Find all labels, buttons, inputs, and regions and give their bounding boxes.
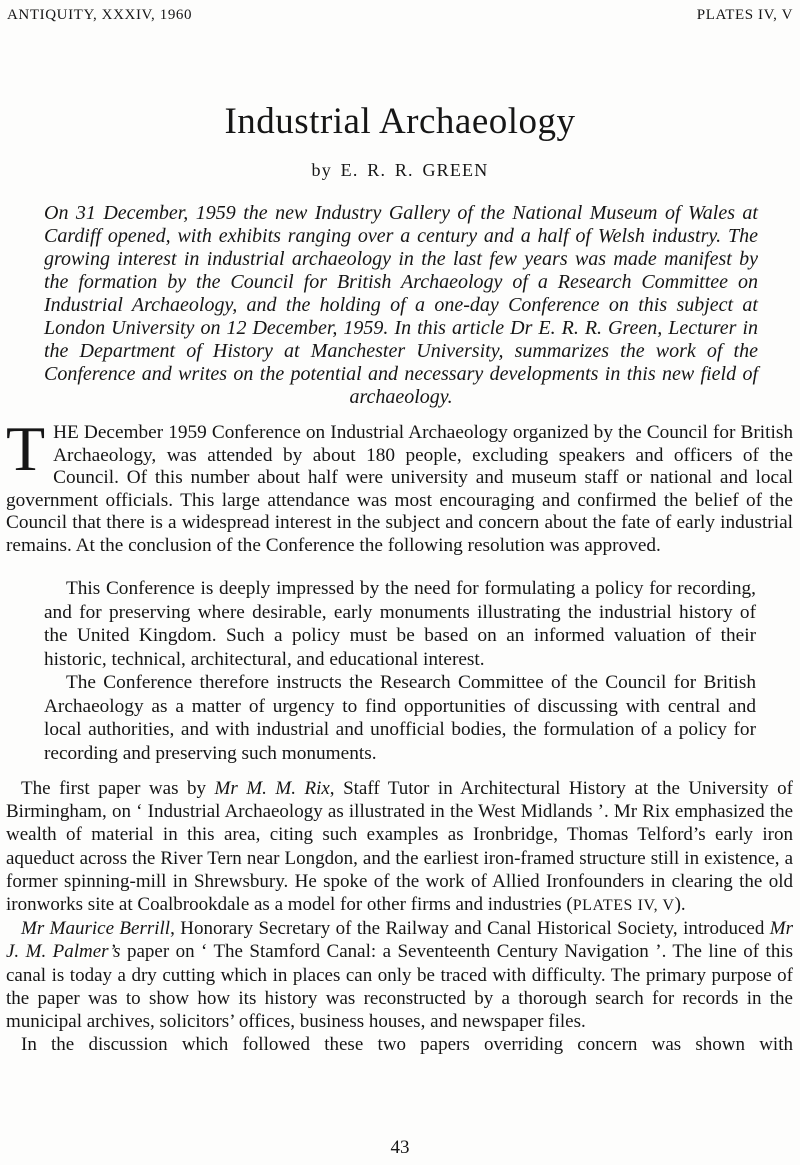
page-number: 43 bbox=[390, 1137, 410, 1158]
journal-citation: ANTIQUITY, XXXIV, 1960 bbox=[7, 7, 193, 23]
drop-cap: T bbox=[6, 413, 46, 484]
resolution-paragraph-2: The Conference therefore instructs the Research Committee of the Council for British Archaeology as a matter of urgency to find opportunities of discussing with central and local authorities, and with industrial and unofficial bodies, the formulation of a policy for recording and preserving such monuments. bbox=[44, 672, 756, 764]
berrill-speaker-name: Mr Maurice Berrill bbox=[21, 918, 171, 940]
plates-reference: PLATES IV, V bbox=[696, 7, 793, 23]
resolution-paragraph-1: This Conference is deeply impressed by the need for formulating a policy for recording, and for preserving where desirable, early monuments illustrating the industrial history of the United Kingdom. Such a policy must be based on an informed valuation of their historic, technical, architectural, and educational interest. bbox=[44, 578, 756, 670]
rix-text-2: , Staff Tutor in Architectural History at the University of Birmingham, on ‘ Industrial Archaeology as illustrated in the West Midlands ’. Mr Rix emphasized the wealth of material in this area, citing such examples as Ironbridge, Thomas Telford’s early iron aqueduct across the River Tern near Longdon, and the earliest iron-framed structure still in existence, a former spinning-mill in Shrewsbury. He spoke of the work of Allied Ironfounders in clearing the old ironworks site at Coalbrookdale as a model for other firms and industries ( bbox=[6, 778, 793, 916]
berrill-text-2: paper on ‘ The Stamford Canal: a Seventeenth Century Navigation ’. The line of this canal is today a dry cutting which in places can only be traced with difficulty. The primary purpose of the paper was to show how its history was reconstructed by a thorough search for records in the municipal archives, solicitors’ offices, business houses, and newspaper files. bbox=[6, 941, 794, 1033]
plates-citation: PLATES IV, V bbox=[572, 897, 675, 915]
opening-text: HE December 1959 Conference on Industrial Archaeology organized by the Council for British Archaeology, was attended by about 180 people, excluding speakers and officers of the Council. Of this number about half were university and museum staff or national and local government officials. This large attendance was most encouraging and confirmed the belief of the Council that there is a widespread interest in the subject and concern about the fate of early industrial remains. At the conclusion of the Conference the following resolution was approved. bbox=[6, 422, 793, 556]
rix-text-3: ). bbox=[674, 894, 686, 916]
berrill-text-1: , Honorary Secretary of the Railway and Canal Historical Society, introduced bbox=[170, 918, 770, 940]
paragraph-berrill bbox=[6, 917, 793, 1033]
article-byline: by E. R. R. GREEN bbox=[311, 160, 489, 180]
article-title: Industrial Archaeology bbox=[224, 101, 576, 142]
paragraph-discussion: In the discussion which followed these two papers overriding concern was shown with bbox=[21, 1034, 793, 1056]
paragraph-rix bbox=[6, 777, 793, 917]
article-abstract: On 31 December, 1959 the new Industry Gallery of the National Museum of Wales at Cardiff opened, with exhibits ranging over a century and a half of Welsh industry. The growing interest in industrial archaeology in the last few years was made manifest by the formation by the Council for British Archaeology of a Research Committee on Industrial Archaeology, and the holding of a one-day Conference on this subject at London University on 12 December, 1959. In this article Dr E. R. R. Green, Lecturer in the Department of History at Manchester University, summarizes the work of the Conference and writes on the potential and necessary developments in this new field of archaeology. bbox=[44, 202, 758, 408]
palmer-name: Mr J. M. Palmer’s bbox=[6, 918, 793, 963]
rix-speaker-name: Mr M. M. Rix bbox=[214, 778, 330, 799]
resolution-quote bbox=[44, 577, 756, 765]
rix-text-1: The first paper was by bbox=[21, 778, 215, 799]
opening-paragraph bbox=[6, 413, 793, 557]
running-head bbox=[0, 0, 800, 24]
